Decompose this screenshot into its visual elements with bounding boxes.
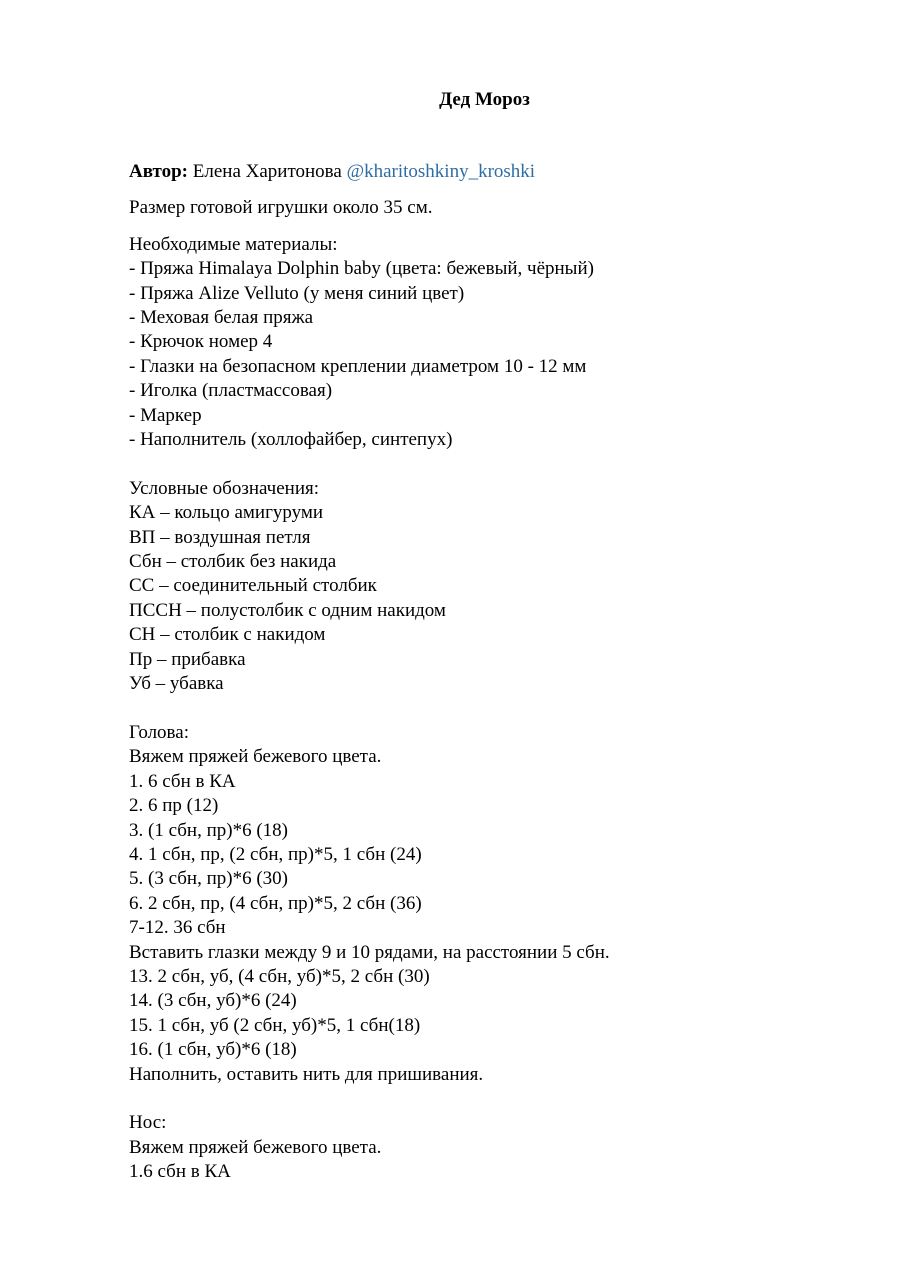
- materials-item: - Крючок номер 4: [129, 331, 273, 353]
- materials-item: - Наполнитель (холлофайбер, синтепух): [129, 429, 453, 451]
- nose-line: 1.6 сбн в КА: [129, 1161, 231, 1183]
- spacer: [129, 452, 849, 476]
- author-name: Елена Харитонова: [188, 161, 347, 182]
- nose-heading: Нос:: [129, 1112, 167, 1134]
- legend-item: Сбн – столбик без накида: [129, 551, 337, 573]
- author-handle-link[interactable]: @kharitoshkiny_kroshki: [346, 161, 536, 182]
- spacer: [129, 221, 849, 233]
- spacer: [129, 697, 849, 721]
- author-label: Автор:: [129, 161, 188, 182]
- head-line: 2. 6 пр (12): [129, 795, 219, 817]
- nose-line: Вяжем пряжей бежевого цвета.: [129, 1136, 382, 1158]
- head-line: 7-12. 36 сбн: [129, 917, 226, 939]
- head-line: 16. (1 сбн, уб)*6 (18): [129, 1039, 297, 1061]
- head-line: 15. 1 сбн, уб (2 сбн, уб)*5, 1 сбн(18): [129, 1014, 421, 1036]
- head-line: 6. 2 сбн, пр, (4 сбн, пр)*5, 2 сбн (36): [129, 892, 422, 914]
- materials-item: - Маркер: [129, 404, 202, 426]
- materials-item: - Пряжа Alize Velluto (у меня синий цвет): [129, 282, 465, 304]
- legend-item: ВП – воздушная петля: [129, 526, 311, 548]
- spacer: [129, 1087, 849, 1111]
- head-section: [129, 721, 849, 1087]
- materials-item: - Меховая белая пряжа: [129, 307, 314, 329]
- legend-item: Уб – убавка: [129, 673, 224, 695]
- document-title: Дед Мороз: [439, 89, 530, 110]
- materials-section: [129, 233, 849, 453]
- spacer: [129, 184, 849, 196]
- legend-section: [129, 477, 849, 697]
- nose-section: [129, 1111, 849, 1184]
- legend-item: СС – соединительный столбик: [129, 575, 377, 597]
- head-line: Вяжем пряжей бежевого цвета.: [129, 746, 382, 768]
- head-line: 14. (3 сбн, уб)*6 (24): [129, 990, 297, 1012]
- materials-item: - Иголка (пластмассовая): [129, 380, 333, 402]
- materials-item: - Глазки на безопасном креплении диаметром 10 - 12 мм: [129, 355, 587, 377]
- head-line: 5. (3 сбн, пр)*6 (30): [129, 868, 288, 890]
- head-line: Наполнить, оставить нить для пришивания.: [129, 1063, 484, 1085]
- legend-item: ПССН – полустолбик с одним накидом: [129, 599, 446, 621]
- head-line: 3. (1 сбн, пр)*6 (18): [129, 819, 288, 841]
- legend-item: СН – столбик с накидом: [129, 624, 326, 646]
- head-line: 13. 2 сбн, уб, (4 сбн, уб)*5, 2 сбн (30): [129, 965, 430, 987]
- author-line: [129, 160, 849, 184]
- legend-item: Пр – прибавка: [129, 648, 246, 670]
- legend-heading: Условные обозначения:: [129, 477, 320, 499]
- legend-item: КА – кольцо амигуруми: [129, 502, 324, 524]
- head-line: 1. 6 сбн в КА: [129, 770, 236, 792]
- size-line: Размер готовой игрушки около 35 см.: [129, 197, 433, 219]
- materials-heading: Необходимые материалы:: [129, 233, 338, 255]
- document-body: [129, 160, 849, 1185]
- head-line: 4. 1 сбн, пр, (2 сбн, пр)*5, 1 сбн (24): [129, 843, 422, 865]
- head-line: Вставить глазки между 9 и 10 рядами, на расстоянии 5 сбн.: [129, 941, 610, 963]
- head-heading: Голова:: [129, 721, 189, 743]
- materials-item: - Пряжа Himalaya Dolphin baby (цвета: бежевый, чёрный): [129, 258, 594, 280]
